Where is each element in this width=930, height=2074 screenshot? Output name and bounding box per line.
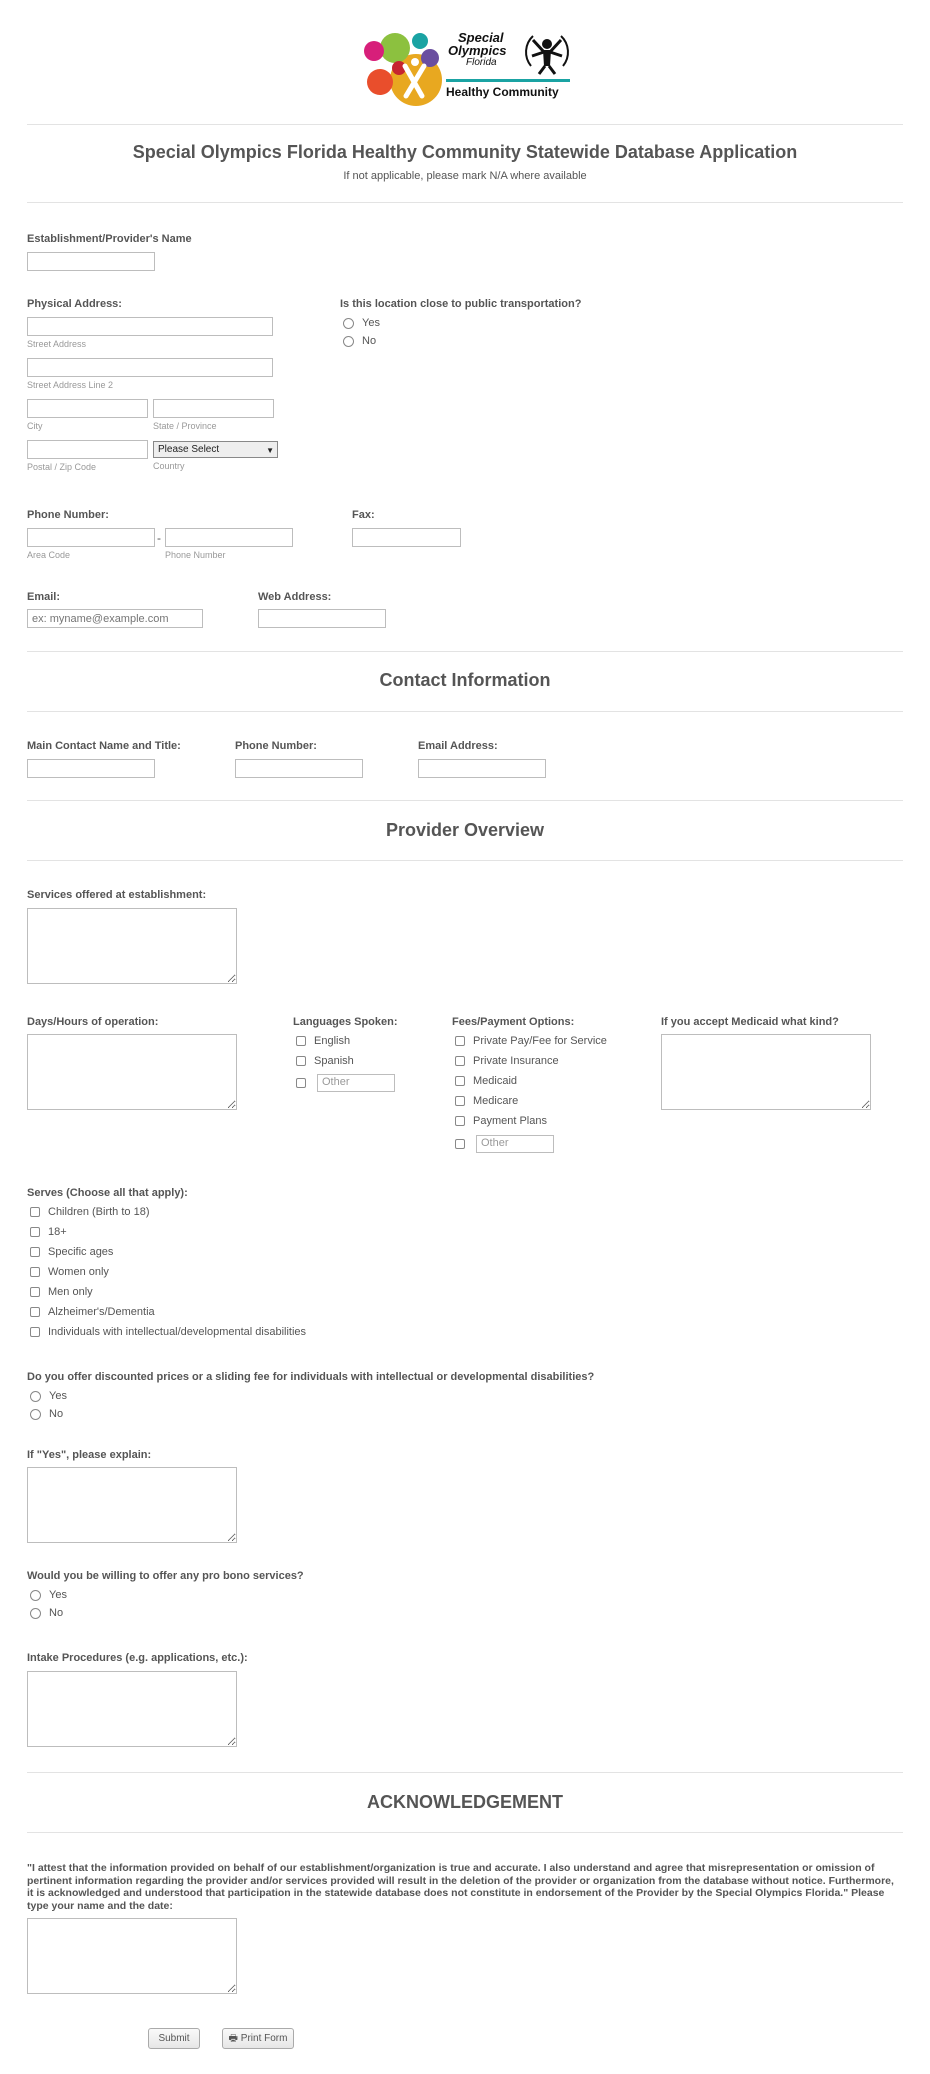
discount-yes-label: Yes: [49, 1390, 67, 1402]
serves-option[interactable]: [30, 1266, 109, 1278]
medicaid-textarea[interactable]: [661, 1034, 871, 1110]
area-code-sublabel: Area Code: [27, 550, 71, 560]
divider: [27, 800, 903, 801]
explain-label: If "Yes", please explain:: [27, 1449, 152, 1461]
serves-option[interactable]: [30, 1226, 67, 1238]
email-label: Email:: [27, 591, 61, 603]
transport-yes-label: Yes: [362, 317, 380, 329]
web-input[interactable]: [258, 609, 386, 628]
page-title: Special Olympics Florida Healthy Community Statewide Database Application: [132, 142, 798, 162]
logo-text-olympics: Olympics: [448, 43, 507, 58]
fee-label: Medicaid: [473, 1075, 518, 1087]
zip-input[interactable]: [27, 440, 148, 459]
hours-textarea[interactable]: [27, 1034, 237, 1110]
probono-yes-option[interactable]: [30, 1589, 67, 1601]
fax-label: Fax:: [352, 509, 375, 521]
probono-no-option[interactable]: [30, 1607, 63, 1619]
checkbox-icon[interactable]: [455, 1139, 465, 1149]
fee-option-other[interactable]: [455, 1138, 473, 1150]
serves-option[interactable]: [30, 1326, 306, 1338]
language-option-spanish[interactable]: [296, 1055, 354, 1067]
fee-label: Medicare: [473, 1095, 519, 1107]
logo-text-healthy-community: Healthy Community: [446, 85, 559, 99]
radio-icon[interactable]: [30, 1608, 41, 1619]
discount-yes-option[interactable]: [30, 1390, 67, 1402]
street-address-sublabel: Street Address: [27, 339, 87, 349]
web-label: Web Address:: [258, 591, 332, 603]
fee-label: Private Pay/Fee for Service: [473, 1035, 607, 1047]
checkbox-icon[interactable]: [296, 1036, 306, 1046]
zip-sublabel: Postal / Zip Code: [27, 462, 97, 472]
checkbox-icon[interactable]: [30, 1287, 40, 1297]
chevron-down-icon: ▼: [266, 446, 274, 455]
serves-option-label: Children (Birth to 18): [48, 1206, 150, 1218]
contact-phone-label: Phone Number:: [235, 740, 317, 752]
phone-dash: -: [157, 531, 161, 545]
radio-icon[interactable]: [343, 336, 354, 347]
language-option-other[interactable]: [296, 1077, 314, 1089]
transport-no-label: No: [362, 335, 377, 347]
country-select-value: Please Select: [158, 444, 220, 455]
state-sublabel: State / Province: [153, 421, 217, 431]
serves-option-label: Women only: [48, 1266, 109, 1278]
state-input[interactable]: [153, 399, 274, 418]
hours-label: Days/Hours of operation:: [27, 1016, 159, 1028]
contact-heading: Contact Information: [379, 670, 551, 690]
radio-icon[interactable]: [30, 1590, 41, 1601]
checkbox-icon[interactable]: [30, 1227, 40, 1237]
page-subtitle: If not applicable, please mark N/A where available: [343, 170, 587, 182]
fee-option[interactable]: [455, 1075, 517, 1087]
contact-name-input[interactable]: [27, 759, 155, 778]
print-form-button[interactable]: [222, 2028, 294, 2049]
phone-number-sublabel: Phone Number: [165, 550, 226, 560]
checkbox-icon[interactable]: [30, 1307, 40, 1317]
divider: [27, 1772, 903, 1773]
fee-option[interactable]: [455, 1035, 607, 1047]
serves-option-label: 18+: [48, 1226, 67, 1238]
phone-label: Phone Number:: [27, 509, 109, 521]
serves-option[interactable]: [30, 1246, 113, 1258]
logo-text-special: Special: [458, 30, 504, 45]
fee-label: Private Insurance: [473, 1055, 559, 1067]
street-address-input[interactable]: [27, 317, 273, 336]
fax-input[interactable]: [352, 528, 461, 547]
checkbox-icon[interactable]: [455, 1096, 465, 1106]
serves-option[interactable]: [30, 1286, 93, 1298]
address-label: Physical Address:: [27, 298, 122, 310]
fee-other-input[interactable]: Other: [476, 1135, 554, 1153]
fees-label: Fees/Payment Options:: [452, 1016, 575, 1028]
country-sublabel: Country: [153, 461, 185, 471]
medicaid-label: If you accept Medicaid what kind?: [661, 1016, 839, 1028]
transport-no-option[interactable]: [343, 335, 376, 347]
street-address-2-sublabel: Street Address Line 2: [27, 380, 114, 390]
discount-no-label: No: [49, 1408, 64, 1420]
serves-option-label: Individuals with intellectual/developmental disabilities: [48, 1326, 307, 1338]
language-other-input[interactable]: Other: [317, 1074, 395, 1092]
logo-accent-bar: [446, 79, 570, 82]
fee-option[interactable]: [455, 1095, 518, 1107]
serves-option-label: Men only: [48, 1286, 93, 1298]
intake-textarea[interactable]: [27, 1671, 237, 1747]
ack-textarea[interactable]: [27, 1918, 237, 1994]
print-form-label: Print Form: [240, 2033, 288, 2044]
printer-icon: 🖶: [228, 2033, 238, 2044]
establishment-input[interactable]: [27, 252, 155, 271]
probono-yes-label: Yes: [49, 1589, 67, 1601]
intake-label: Intake Procedures (e.g. applications, etc.):: [27, 1652, 248, 1664]
checkbox-icon[interactable]: [30, 1327, 40, 1337]
serves-option-label: Specific ages: [48, 1246, 114, 1258]
checkbox-icon[interactable]: [296, 1078, 306, 1088]
serves-option[interactable]: [30, 1206, 150, 1218]
area-code-input[interactable]: [27, 528, 155, 547]
probono-label: Would you be willing to offer any pro bono services?: [27, 1570, 304, 1582]
transport-label: Is this location close to public transportation?: [340, 298, 582, 310]
fee-label: Payment Plans: [473, 1115, 547, 1127]
fee-option[interactable]: [455, 1055, 559, 1067]
contact-phone-input[interactable]: [235, 759, 363, 778]
establishment-label: Establishment/Provider's Name: [27, 233, 192, 245]
divider: [27, 202, 903, 203]
checkbox-icon[interactable]: [455, 1056, 465, 1066]
overview-heading: Provider Overview: [385, 820, 545, 840]
submit-button[interactable]: Submit: [148, 2028, 200, 2049]
serves-label: Serves (Choose all that apply):: [27, 1187, 188, 1199]
serves-option[interactable]: [30, 1306, 155, 1318]
radio-icon[interactable]: [30, 1409, 41, 1420]
checkbox-icon[interactable]: [30, 1207, 40, 1217]
ack-heading: ACKNOWLEDGEMENT: [367, 1792, 563, 1812]
contact-email-input[interactable]: [418, 759, 546, 778]
logo: [360, 26, 572, 108]
language-label: English: [314, 1035, 351, 1047]
divider: [27, 711, 903, 712]
divider: [27, 1832, 903, 1833]
phone-number-input[interactable]: [165, 528, 293, 547]
divider: [27, 651, 903, 652]
checkbox-icon[interactable]: [296, 1056, 306, 1066]
checkbox-icon[interactable]: [455, 1036, 465, 1046]
language-label: Spanish: [314, 1055, 354, 1067]
country-select[interactable]: [153, 441, 278, 458]
checkbox-icon[interactable]: [30, 1267, 40, 1277]
language-option-english[interactable]: [296, 1035, 350, 1047]
city-input[interactable]: [27, 399, 148, 418]
ack-text: "I attest that the information provided on behalf of our establishment/organization is true and accurate. I also understand and agree that misrepresentation or omission of pertinent information regarding the provider and/or services provided will result in the deletion of the provider or organization from the database without notice. Furthermore, it is acknowledged and understood that participation in the statewide database does not constitute in endorsement of the Provider by the Special Olympics Florida." Please type your name and the date:: [27, 1862, 894, 1912]
checkbox-icon[interactable]: [455, 1076, 465, 1086]
languages-label: Languages Spoken:: [293, 1016, 398, 1028]
street-address-2-input[interactable]: [27, 358, 273, 377]
city-sublabel: City: [27, 421, 43, 431]
discount-no-option[interactable]: [30, 1408, 63, 1420]
checkbox-icon[interactable]: [30, 1247, 40, 1257]
radio-icon[interactable]: [30, 1391, 41, 1402]
transport-yes-option[interactable]: [343, 317, 380, 329]
contact-name-label: Main Contact Name and Title:: [27, 740, 181, 752]
services-textarea[interactable]: [27, 908, 237, 984]
divider: [27, 860, 903, 861]
probono-no-label: No: [49, 1607, 64, 1619]
services-label: Services offered at establishment:: [27, 889, 207, 901]
discount-label: Do you offer discounted prices or a sliding fee for individuals with intellectual or developmental disabilities?: [27, 1371, 595, 1383]
checkbox-icon[interactable]: [455, 1116, 465, 1126]
fee-option[interactable]: [455, 1115, 547, 1127]
divider: [27, 124, 903, 125]
explain-textarea[interactable]: [27, 1467, 237, 1543]
logo-text-florida: Florida: [466, 57, 497, 68]
email-input[interactable]: [27, 609, 203, 628]
serves-option-label: Alzheimer's/Dementia: [48, 1306, 155, 1318]
contact-email-label: Email Address:: [418, 740, 498, 752]
radio-icon[interactable]: [343, 318, 354, 329]
